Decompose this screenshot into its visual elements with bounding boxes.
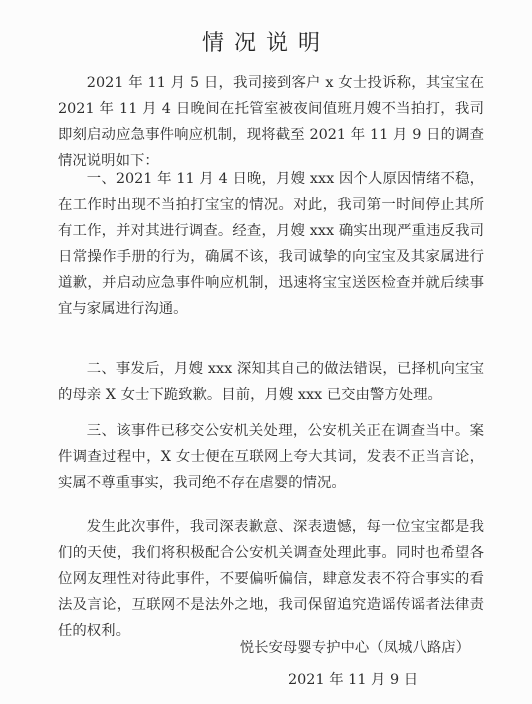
- paragraph-text: 发生此次事件，我司深表歉意、深表遗憾，每一位宝宝都是我们的天使，我们将积极配合公安机关调查处理此事。同时也希望各位网友理性对待此事件，不要偏听偏信，肆意发表不符合事实的看法及言论，互联网不是法外之地，我司保留追究造谣传谣者法律责任的权利。: [58, 519, 484, 639]
- paragraph-text: 2021 年 11 月 5 日，我司接到客户 x 女士投诉称，其宝宝在 2021 年 11 月 4 日晚间在托管室被夜间值班月嫂不当拍打，我司即刻启动应急事件响应机制，现将截至 2021 年 11 月 9 日的调查情况说明如下：: [58, 75, 484, 169]
- paragraph-closing: [58, 514, 484, 644]
- signature-date: 2021 年 11 月 9 日: [288, 672, 419, 688]
- document-title: 情况说明: [201, 31, 330, 56]
- paragraph-text: 二、事发后，月嫂 xxx 深知其自己的做法错误，已择机向宝宝的母亲 X 女士下跪致歉。目前，月嫂 xxx 已交由警方处理。: [58, 361, 484, 403]
- signature-organization: 悦长安母婴专护中心（凤城八路店）: [239, 640, 470, 656]
- paragraph-text: 三、该事件已移交公安机关处理，公安机关正在调查当中。案件调查过程中，X 女士便在互联网上夸大其词，发表不正当言论，实属不尊重事实，我司绝不存在虐婴的情况。: [58, 423, 484, 491]
- paragraph-text: 一、2021 年 11 月 4 日晚，月嫂 xxx 因个人原因情绪不稳，在工作时出现不当拍打宝宝的情况。对此，我司第一时间停止其所有工作，并对其进行调查。经查，月嫂 xxx 确实出现严重违反我司日常操作手册的行为，确属不该，我司诚挚的向宝宝及其家属进行道歉，并启动应急事件响应机制，迅速将宝宝送医检查并就后续事宜与家属进行沟通。: [58, 171, 484, 317]
- paragraph-item-3: [58, 418, 484, 496]
- paragraph-item-1: [58, 166, 484, 322]
- paragraph-item-2: [58, 356, 484, 408]
- paragraph-intro: [58, 70, 484, 174]
